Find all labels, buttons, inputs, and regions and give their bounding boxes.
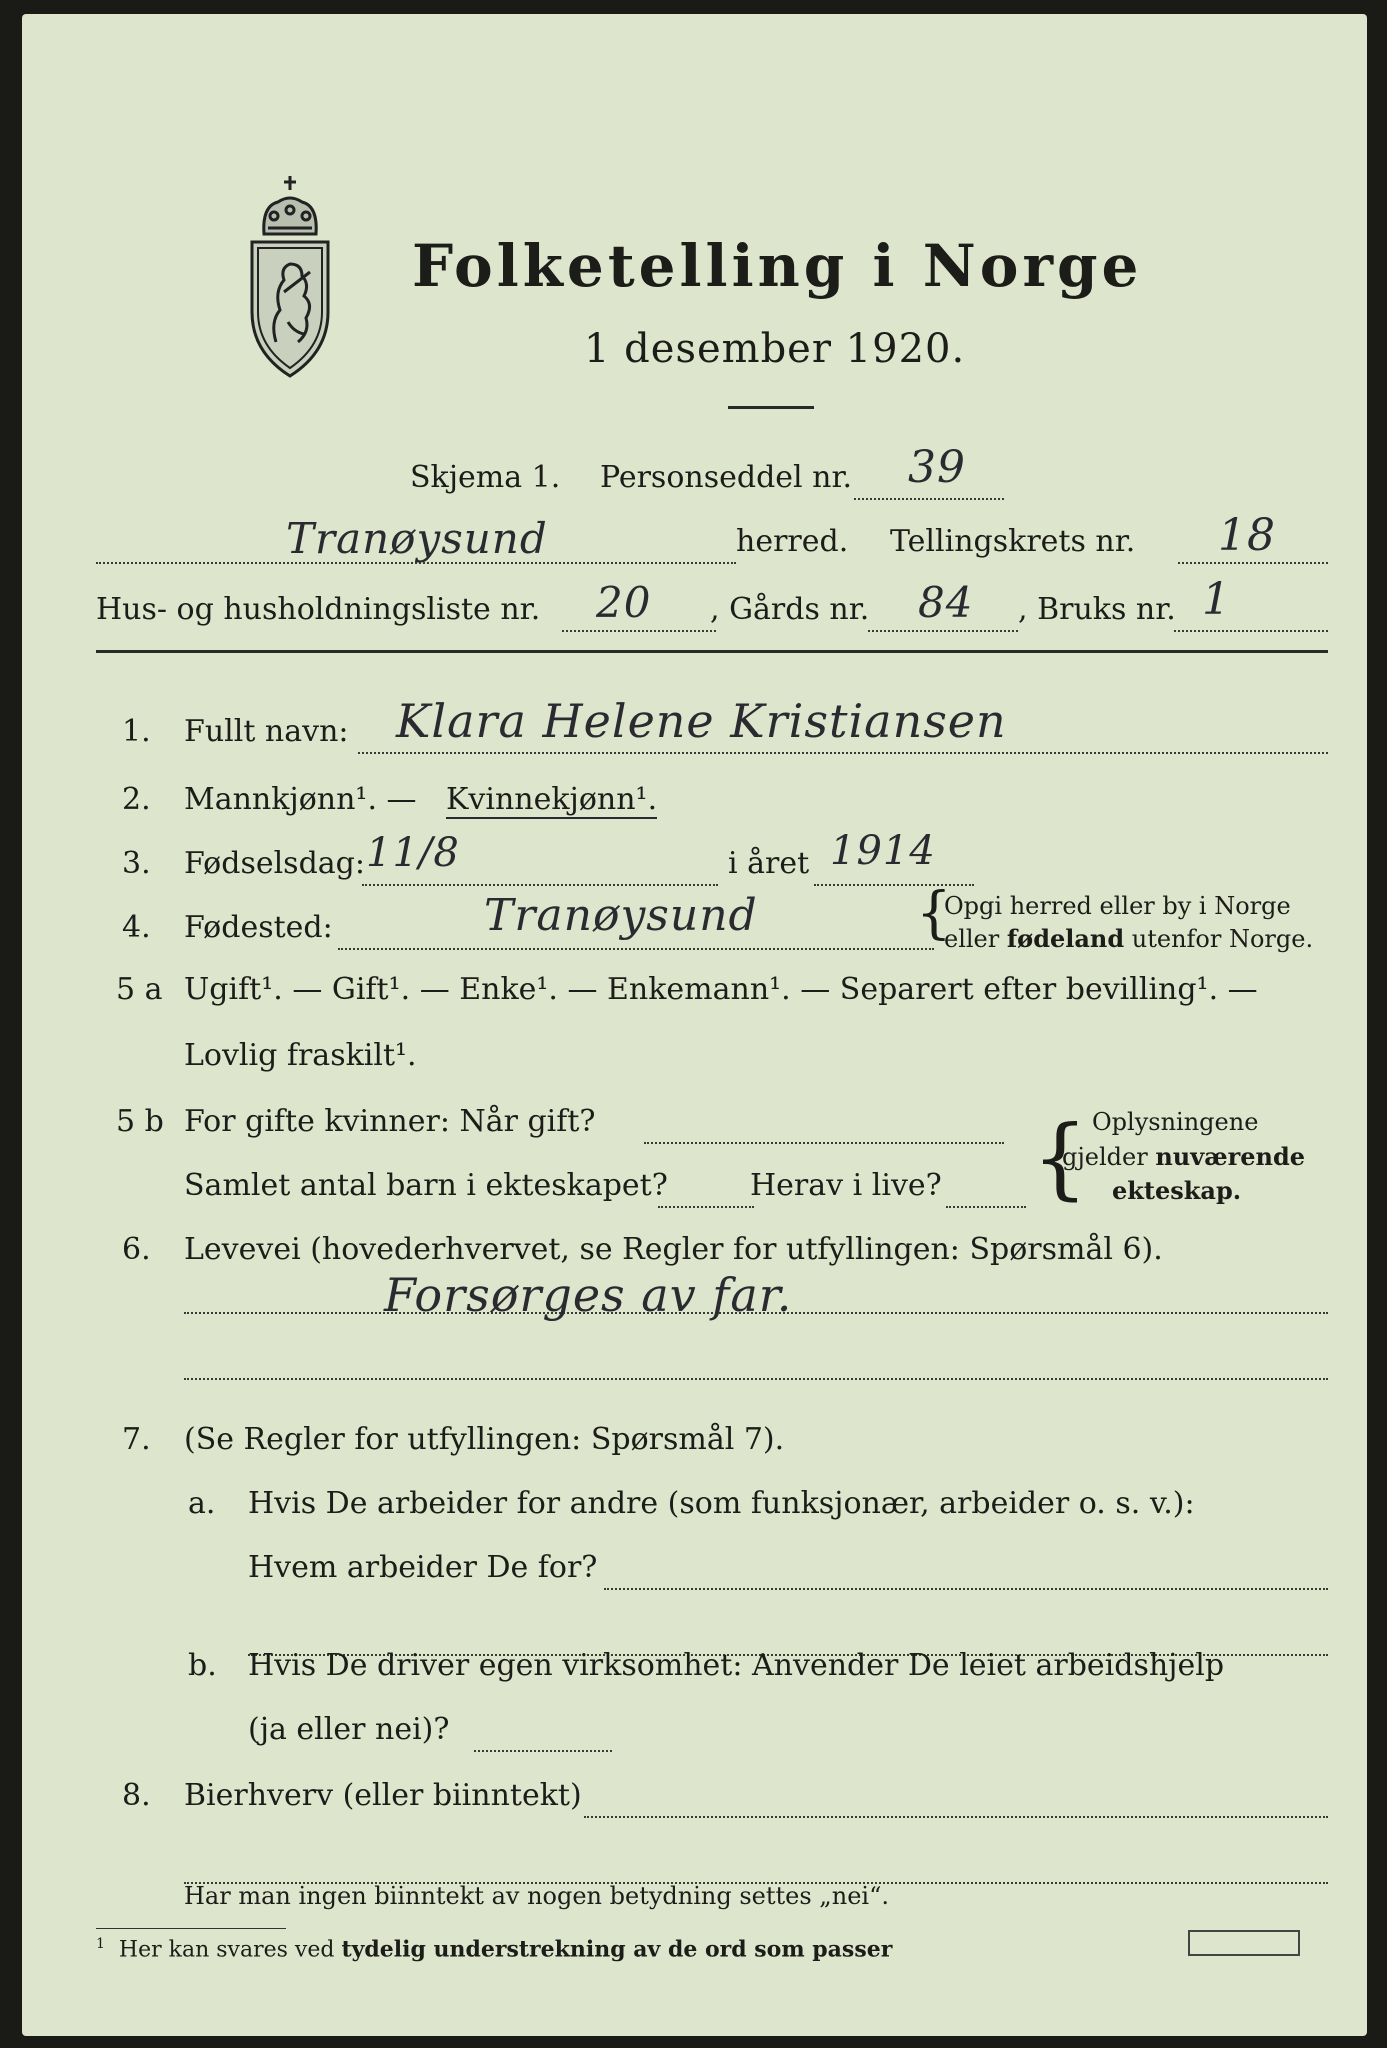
herred-label: herred. [736, 524, 849, 559]
q5b-alive-dots [946, 1206, 1026, 1208]
q5b-brace: { [1032, 1106, 1088, 1209]
q3-year-value: 1914 [830, 828, 936, 874]
q6-value: Forsørges av far. [384, 1268, 793, 1322]
q5b-note-line3: ekteskap. [1112, 1176, 1242, 1205]
q5b-number: 5 b [116, 1104, 164, 1139]
tellingskrets-value: 18 [1218, 510, 1276, 561]
q4-dots [338, 948, 934, 950]
q8-label: Bierhverv (eller biinntekt) [184, 1778, 582, 1813]
q3-year-label: i året [728, 846, 810, 881]
q5a-number: 5 a [116, 972, 163, 1007]
q4-note-line2: eller fødeland utenfor Norge. [944, 924, 1314, 953]
husliste-label: Hus- og husholdningsliste nr. [96, 592, 541, 627]
q2-female-underlined: Kvinnekjønn¹. [446, 782, 658, 817]
q7-number: 7. [122, 1422, 151, 1457]
tellingskrets-dots [1178, 562, 1328, 564]
q4-label: Fødested: [184, 910, 333, 945]
q5b-dots [644, 1142, 1004, 1144]
q8-dots [584, 1816, 1328, 1818]
gards-dots [868, 630, 1018, 632]
q1-number: 1. [122, 714, 151, 749]
husliste-value: 20 [596, 578, 652, 627]
q7b-label-cont: (ja eller nei)? [248, 1712, 450, 1747]
personseddel-label: Personseddel nr. [600, 460, 853, 495]
q4-brace: { [916, 881, 952, 946]
q5b-alive-label: Herav i live? [750, 1168, 942, 1203]
title-divider [728, 406, 814, 409]
bruks-dots [1174, 630, 1328, 632]
schema-label: Skjema 1. [410, 460, 561, 495]
q7a-dots [604, 1588, 1328, 1590]
footnote: $^1$ Her kan svares ved tydelig understrekning av de ord som passer [96, 1936, 893, 1963]
bruks-label: , Bruks nr. [1018, 592, 1176, 627]
q7-label: (Se Regler for utfyllingen: Spørsmål 7). [184, 1422, 785, 1457]
q5b-label: For gifte kvinner: Når gift? [184, 1104, 596, 1139]
form-date: 1 desember 1920. [584, 326, 966, 372]
gards-label: , Gårds nr. [710, 592, 870, 627]
herred-value: Tranøysund [286, 514, 548, 563]
q5b-note-line2: gjelder nuværende [1062, 1142, 1306, 1171]
q5b-children-label: Samlet antal barn i ekteskapet? [184, 1168, 668, 1203]
q2-number: 2. [122, 782, 151, 817]
personseddel-value: 39 [908, 442, 966, 493]
form-title: Folketelling i Norge [412, 232, 1143, 300]
q8-number: 8. [122, 1778, 151, 1813]
q1-dots [358, 752, 1328, 754]
q1-value: Klara Helene Kristiansen [396, 694, 1007, 748]
q4-number: 4. [122, 910, 151, 945]
gards-value: 84 [918, 578, 974, 627]
q7b-letter: b. [188, 1648, 217, 1683]
coat-of-arms-icon [244, 172, 336, 382]
q5b-note-line1: Oplysningene [1092, 1108, 1259, 1136]
tellingskrets-label: Tellingskrets nr. [890, 524, 1136, 559]
q7a-label: Hvis De arbeider for andre (som funksjonær, arbeider o. s. v.): [248, 1486, 1195, 1521]
q5a-options: Ugift¹. — Gift¹. — Enke¹. — Enkemann¹. — Separert efter bevilling¹. — [184, 972, 1258, 1007]
q7a-label-cont: Hvem arbeider De for? [248, 1550, 598, 1585]
q3-value: 11/8 [366, 830, 460, 876]
q4-note-line1: Opgi herred eller by i Norge [944, 892, 1291, 920]
q6-number: 6. [122, 1232, 151, 1267]
q5a-options-cont: Lovlig fraskilt¹. [184, 1038, 417, 1073]
q3-label: Fødselsdag: [184, 846, 365, 881]
q4-value: Tranøysund [484, 890, 758, 941]
header-rule [96, 650, 1328, 653]
q7a-letter: a. [188, 1486, 216, 1521]
q1-label: Fullt navn: [184, 714, 349, 749]
husliste-dots [562, 630, 716, 632]
q6-label: Levevei (hovederhvervet, se Regler for utfyllingen: Spørsmål 6). [184, 1232, 1163, 1267]
footnote-rule [96, 1928, 286, 1929]
q2-male: Mannkjønn¹. — [184, 782, 417, 817]
q3-number: 3. [122, 846, 151, 881]
no-income-note: Har man ingen biinntekt av nogen betydning settes „nei“. [184, 1882, 889, 1910]
q3-dots [362, 884, 718, 886]
personseddel-dots [854, 498, 1004, 500]
q7b-label: Hvis De driver egen virksomhet: Anvender De leiet arbeidshjelp [248, 1648, 1225, 1683]
bruks-value: 1 [1202, 574, 1231, 625]
q7b-dots [474, 1750, 612, 1752]
printer-stamp [1188, 1930, 1300, 1956]
q5b-children-dots [658, 1206, 754, 1208]
q6-dots-2 [184, 1378, 1328, 1380]
census-form-sheet [22, 14, 1367, 2036]
